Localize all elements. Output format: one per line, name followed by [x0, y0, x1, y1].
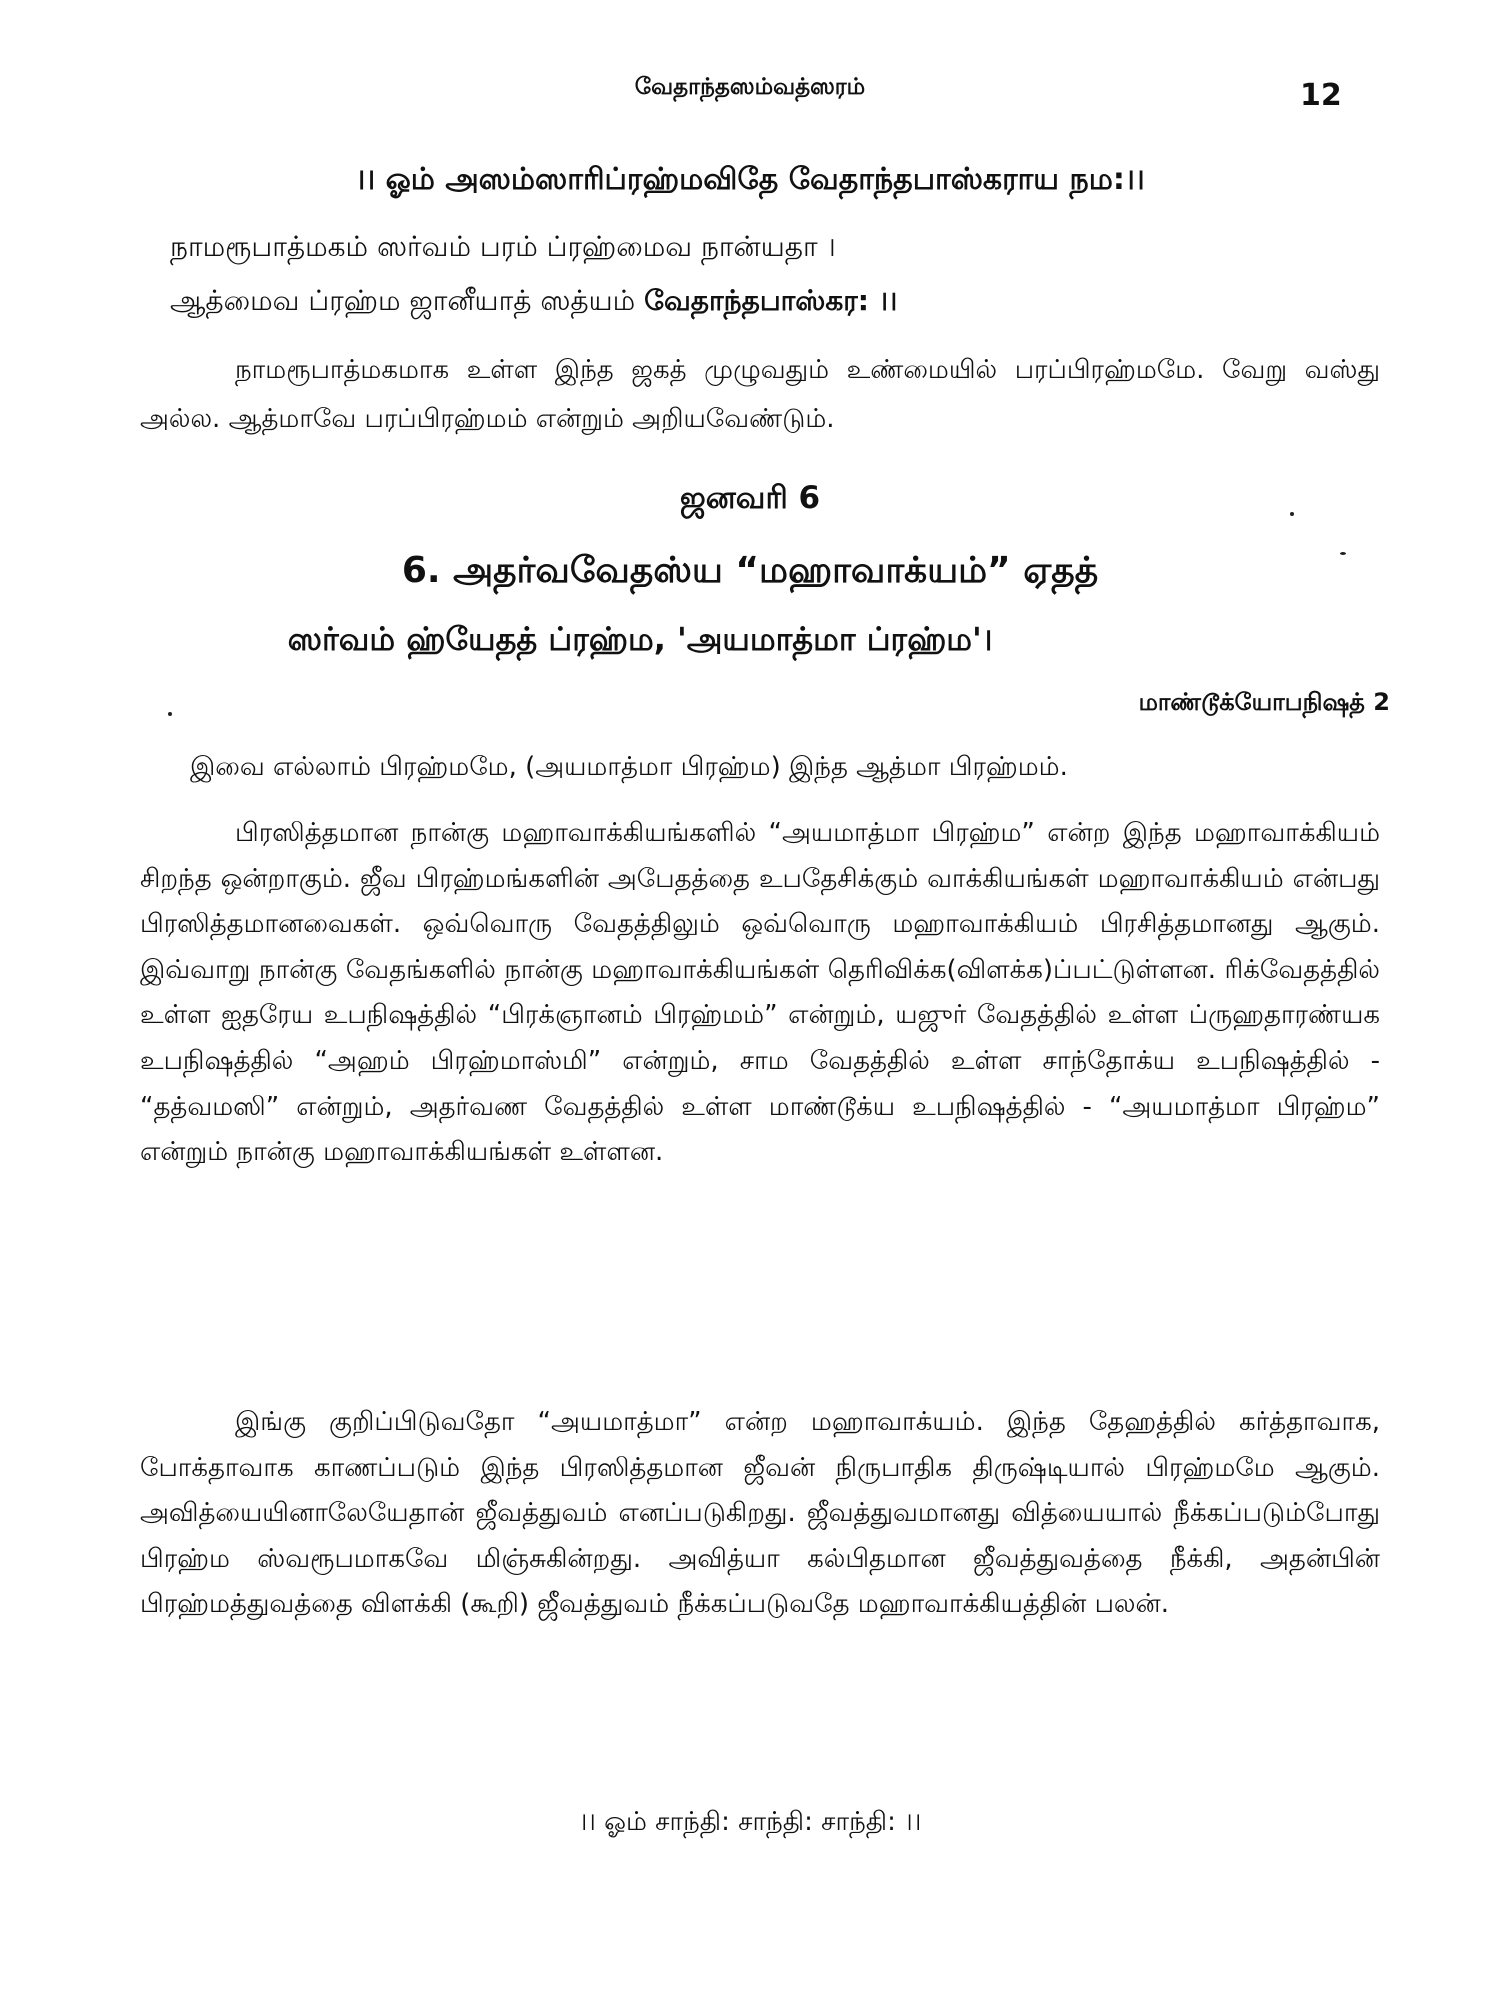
body-paragraph-1 — [140, 811, 1380, 1176]
closing-line: ।। ஓம் சாந்தி: சாந்தி: சாந்தி: ।। — [578, 1807, 922, 1837]
verse-meaning-paragraph — [140, 346, 1380, 444]
section-title-line-1: 6. அதர்வவேதஸ்ய “மஹாவாக்யம்” ஏதத் — [401, 550, 1099, 591]
summary-line: இவை எல்லாம் பிரஹ்மமே, (அயமாத்மா பிரஹ்ம) இந்த ஆத்மா பிரஹ்மம். — [190, 752, 1068, 782]
verse-meaning-text: நாமரூபாத்மகமாக உள்ள இந்த ஜகத் முழுவதும் உண்மையில் பரப்பிரஹ்மமே. வேறு வஸ்து அல்ல. ஆத்மாவே பரப்பிரஹ்மம் என்றும் அறியவேண்டும். — [140, 355, 1380, 434]
body-paragraph-2-text: இங்கு குறிப்பிடுவதோ “அயமாத்மா” என்ற மஹாவாக்யம். இந்த தேஹத்தில் கர்த்தாவாக, போக்தாவாக காணப்படும் இந்த பிரஸித்தமான ஜீவன் நிருபாதிக திருஷ்டியால் பிரஹ்மமே ஆகும். அவித்யையினாலேயேதான் ஜீவத்துவம் எனப்படுகிறது. ஜீவத்துவமானது வித்யையால் நீக்கப்படும்போது பிரஹ்ம ஸ்வரூபமாகவே மிஞ்சுகின்றது. அவித்யா கல்பிதமான ஜீவத்துவத்தை நீக்கி, அதன்பின் பிரஹ்மத்துவத்தை விளக்கி (கூறி) ஜீவத்துவம் நீக்கப்படுவதே மஹாவாக்கியத்தின் பலன். — [140, 1407, 1380, 1620]
date-heading: ஜனவரி 6 — [679, 480, 821, 516]
print-speck — [1290, 512, 1294, 516]
verse-line-2 — [170, 284, 897, 321]
verse-line-2-text: ஆத்மைவ ப்ரஹ்ம ஜானீயாத் ஸத்யம் — [170, 284, 636, 317]
print-speck — [1340, 552, 1346, 555]
verse-line-2-author: வேதாந்தபாஸ்கர: ।। — [644, 284, 898, 317]
verse-line-1: நாமரூபாத்மகம் ஸர்வம் பரம் ப்ரஹ்மைவ நான்யதா । — [170, 230, 836, 263]
body-paragraph-2 — [140, 1400, 1380, 1628]
scripture-reference: மாண்டூக்யோபநிஷத் 2 — [1138, 688, 1390, 716]
running-title: வேதாந்தஸம்வத்ஸரம் — [634, 74, 866, 100]
section-title-line-2: ஸர்வம் ஹ்யேதத் ப்ரஹ்ம, 'அயமாத்மா ப்ரஹ்ம'। — [287, 620, 993, 658]
print-speck — [168, 712, 172, 716]
page-number: 12 — [1300, 78, 1342, 113]
body-paragraph-1-text: பிரஸித்தமான நான்கு மஹாவாக்கியங்களில் “அயமாத்மா பிரஹ்ம” என்ற இந்த மஹாவாக்கியம் சிறந்த ஒன்றாகும். ஜீவ பிரஹ்மங்களின் அபேதத்தை உபதேசிக்கும் வாக்கியங்கள் மஹாவாக்கியம் என்பது பிரஸித்தமானவைகள். ஒவ்வொரு வேதத்திலும் ஒவ்வொரு மஹாவாக்கியம் பிரசித்தமானது ஆகும். இவ்வாறு நான்கு வேதங்களில் நான்கு மஹாவாக்கியங்கள் தெரிவிக்க(விளக்க)ப்பட்டுள்ளன. ரிக்வேதத்தில் உள்ள ஐதரேய உபநிஷத்தில் “பிரக்ஞானம் பிரஹ்மம்” என்றும், யஜுர் வேதத்தில் உள்ள ப்ருஹதாரண்யக உபநிஷத்தில் “அஹம் பிரஹ்மாஸ்மி” என்றும், சாம வேதத்தில் உள்ள சாந்தோக்ய உபநிஷத்தில் - “தத்வமஸி” என்றும், அதர்வண வேதத்தில் உள்ள மாண்டூக்ய உபநிஷத்தில் - “அயமாத்மா பிரஹ்ம” என்றும் நான்கு மஹாவாக்கியங்கள் உள்ளன. — [140, 818, 1380, 1168]
invocation-line: ।। ஓம் அஸம்ஸாரிப்ரஹ்மவிதே வேதாந்தபாஸ்கராய நம:।। — [355, 162, 1145, 197]
